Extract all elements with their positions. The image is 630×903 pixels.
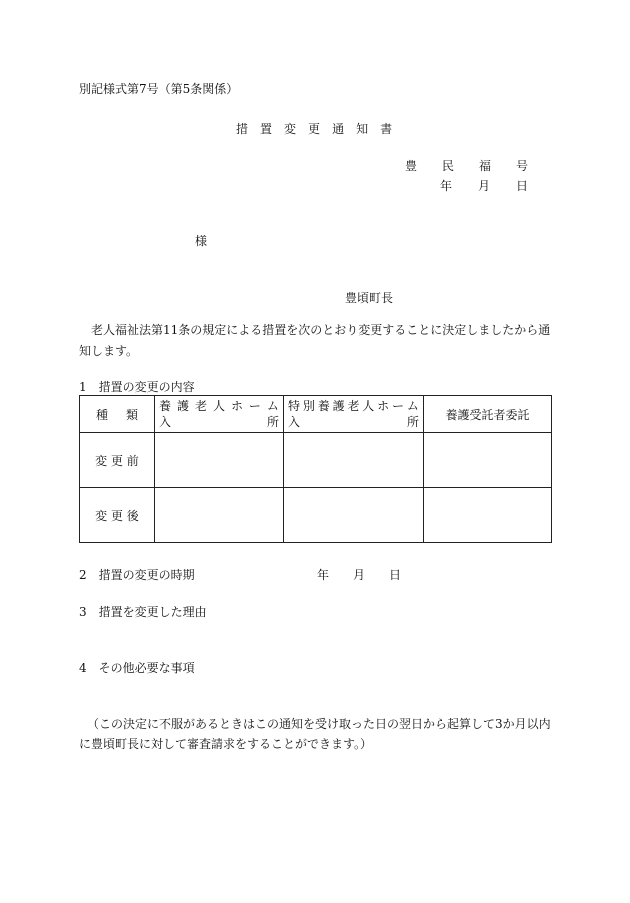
- document-number: [405, 157, 553, 174]
- cell-before-special-nursing-home[interactable]: [284, 433, 424, 488]
- section-4-heading: 4 その他必要な事項: [79, 661, 195, 675]
- issue-date: [440, 177, 554, 194]
- header-char: 人: [212, 399, 225, 413]
- header-char: 種: [96, 407, 109, 422]
- header-char: 類: [125, 407, 138, 422]
- doc-no-char: 豊: [405, 159, 418, 173]
- header-char: ム: [406, 399, 419, 413]
- body-text: 老人福祉法第11条の規定による措置を次のとおり変更することに決定しましたから通知します。: [79, 323, 551, 358]
- header-char: ム: [266, 399, 279, 413]
- table-row: [80, 433, 552, 488]
- table-row: [80, 488, 552, 543]
- header-char: 老: [194, 399, 207, 413]
- header-char: 所: [406, 415, 419, 429]
- appeal-note: （この決定に不服があるときはこの通知を受け取った日の翌日から起算して3か月以内に豊頃町長に対して審査請求をすることができます。）: [79, 717, 551, 751]
- header-char: 護: [176, 399, 189, 413]
- header-char: ホ: [377, 399, 390, 413]
- cell-before-nursing-home[interactable]: [155, 433, 284, 488]
- change-table: [79, 395, 552, 543]
- title-char: 通: [332, 122, 345, 136]
- doc-no-char: 福: [479, 159, 492, 173]
- date-year: 年: [317, 568, 330, 582]
- header-char: 所: [266, 415, 279, 429]
- doc-no-char: 民: [442, 159, 455, 173]
- header-nursing-home: [155, 396, 284, 433]
- header-char: 別: [302, 399, 315, 413]
- title-char: 書: [380, 122, 393, 136]
- header-char: 養: [159, 399, 172, 413]
- section-1-heading: 1 措置の変更の内容: [79, 380, 195, 394]
- title-char: 知: [356, 122, 369, 136]
- header-char: 特: [288, 399, 301, 413]
- date-month: 月: [353, 568, 366, 582]
- header-char: 老: [347, 399, 360, 413]
- header-special-nursing-home: [284, 396, 424, 433]
- header-type: [80, 396, 155, 433]
- form-number: 別記様式第7号（第5条関係）: [79, 82, 239, 96]
- table-header-row: [80, 396, 552, 433]
- header-char: ー: [248, 399, 261, 413]
- cell-after-special-nursing-home[interactable]: [284, 488, 424, 543]
- title-char: 変: [284, 122, 297, 136]
- section-3-heading: 3 措置を変更した理由: [79, 605, 207, 619]
- row-label-before: 変 更 前: [80, 433, 155, 488]
- date-day: 日: [516, 179, 529, 193]
- title-char: 置: [260, 122, 273, 136]
- addressee-suffix: 様: [195, 234, 208, 248]
- doc-no-char: 号: [516, 159, 529, 173]
- document-title: [236, 120, 404, 137]
- title-char: 更: [308, 122, 321, 136]
- date-year: 年: [440, 179, 453, 193]
- header-char: 人: [362, 399, 375, 413]
- section-2-heading: 2 措置の変更の時期: [79, 568, 195, 582]
- header-char: 入: [288, 415, 301, 429]
- change-date: [317, 566, 425, 583]
- date-month: 月: [478, 179, 491, 193]
- row-label-after: 変 更 後: [80, 488, 155, 543]
- header-char: 入: [159, 415, 172, 429]
- header-caretaker-commission: 養護受託者委託: [424, 396, 552, 433]
- header-char: ー: [392, 399, 405, 413]
- issuer-name: 豊頃町長: [345, 291, 394, 305]
- header-char: ホ: [230, 399, 243, 413]
- date-day: 日: [389, 568, 402, 582]
- header-char: 養: [317, 399, 330, 413]
- cell-before-caretaker[interactable]: [424, 433, 552, 488]
- header-char: 護: [332, 399, 345, 413]
- cell-after-nursing-home[interactable]: [155, 488, 284, 543]
- title-char: 措: [236, 122, 249, 136]
- cell-after-caretaker[interactable]: [424, 488, 552, 543]
